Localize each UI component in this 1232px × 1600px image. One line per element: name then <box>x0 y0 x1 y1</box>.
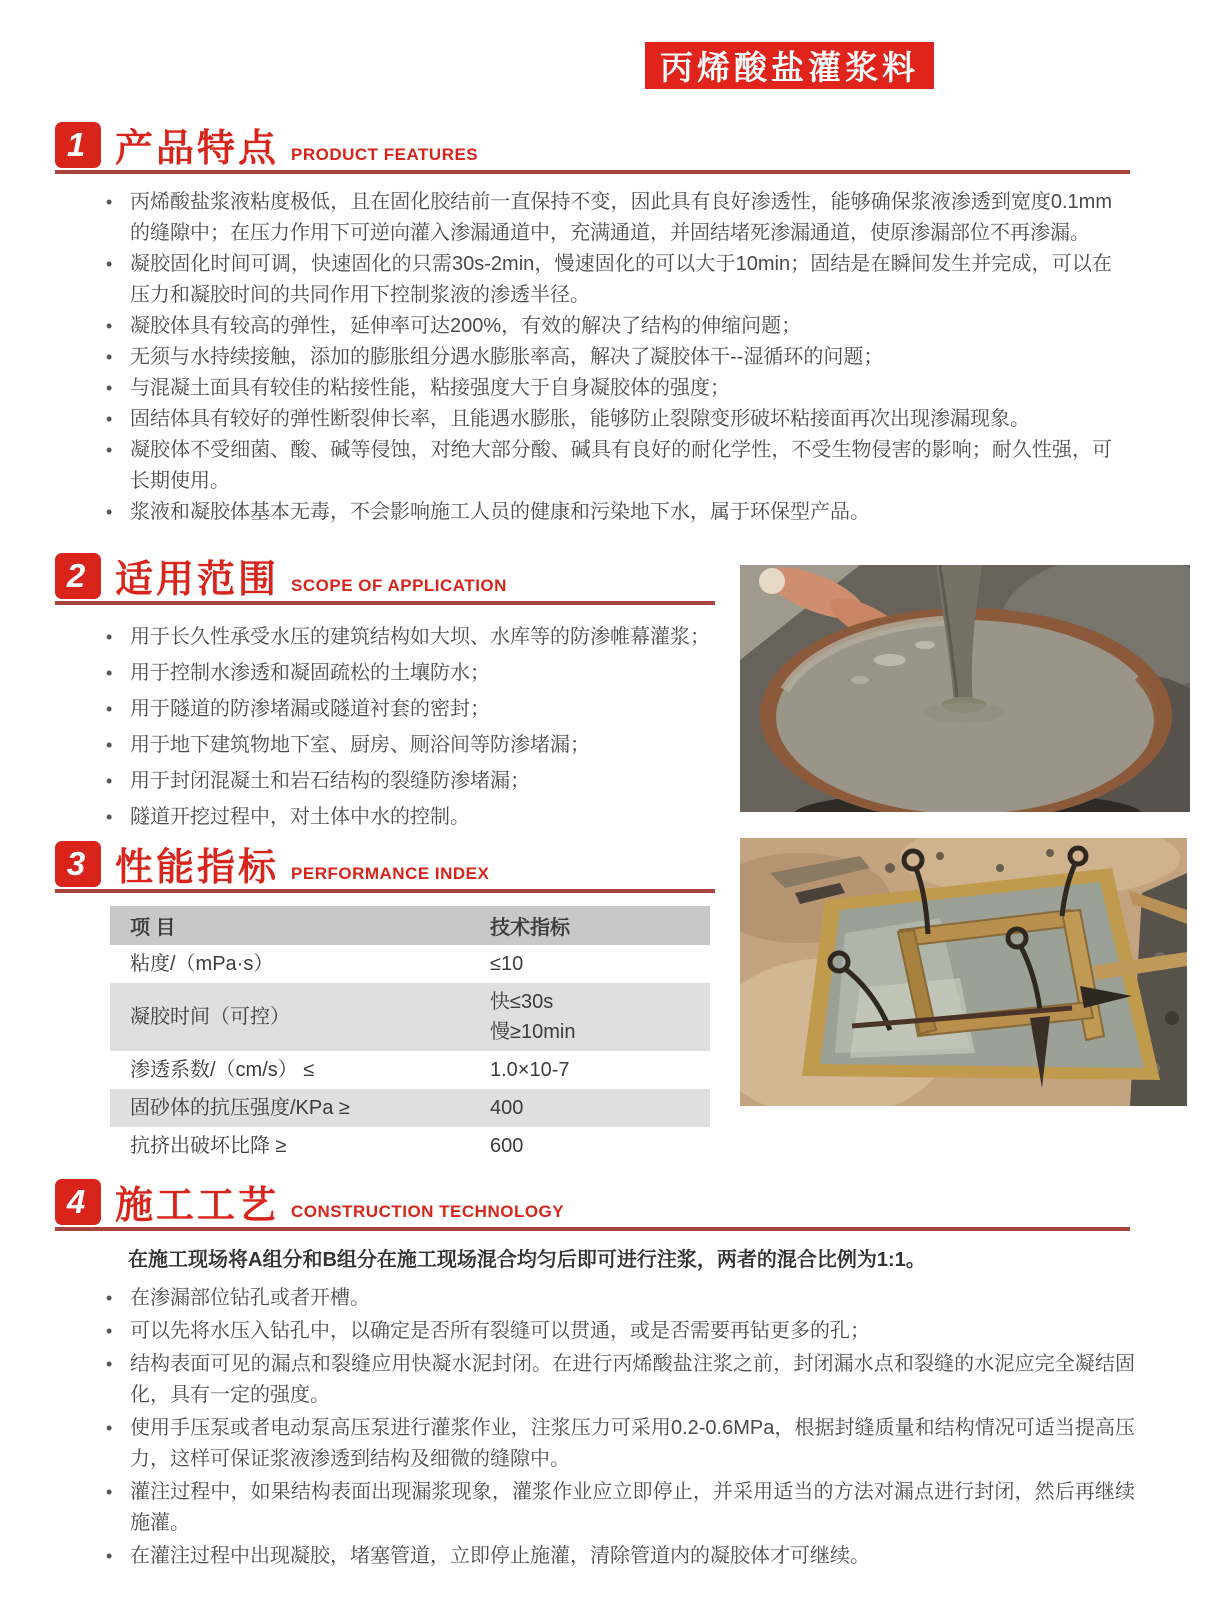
table-cell-value: 1.0×10-7 <box>490 1059 570 1081</box>
table-cell-value: 400 <box>490 1097 524 1119</box>
section-4-header <box>55 1179 1130 1231</box>
list-item: • 用于隧道的防渗堵漏或隧道衬套的密封； <box>100 694 728 725</box>
table-row <box>110 1051 710 1089</box>
value-line: 快≤30s <box>490 991 554 1013</box>
section-1-number-badge: 1 <box>55 122 101 168</box>
section-3-number-badge: 3 <box>55 841 101 887</box>
section-2-number-badge: 2 <box>55 553 101 599</box>
formwork-grouting-photo <box>740 838 1187 1106</box>
section-3-subtitle: PERFORMANCE INDEX <box>291 864 490 883</box>
table-cell-value <box>470 983 710 1051</box>
section-2-subtitle: SCOPE OF APPLICATION <box>291 576 507 595</box>
table-cell-value: ≤10 <box>490 953 524 975</box>
list-item: • 结构表面可见的漏点和裂缝应用快凝水泥封闭。在进行丙烯酸盐注浆之前，封闭漏水点和裂缝的水泥应完全凝结固化，具有一定的强度。 <box>100 1349 1135 1411</box>
grout-mixing-photo <box>740 565 1190 812</box>
list-item: • 浆液和凝胶体基本无毒，不会影响施工人员的健康和污染地下水，属于环保型产品。 <box>100 497 1112 528</box>
list-item: • 用于地下建筑物地下室、厨房、厕浴间等防渗堵漏； <box>100 730 728 761</box>
list-item: • 在渗漏部位钻孔或者开槽。 <box>100 1283 1135 1314</box>
table-row <box>110 1127 710 1165</box>
scope-of-application-list <box>100 622 728 838</box>
table-cell-item: 渗透系数/（cm/s） ≤ <box>130 1059 315 1081</box>
list-item: • 可以先将水压入钻孔中，以确定是否所有裂缝可以贯通，或是否需要再钻更多的孔； <box>100 1316 1135 1347</box>
table-row <box>110 945 710 983</box>
table-cell-item: 固砂体的抗压强度/KPa ≥ <box>130 1097 350 1119</box>
list-item: • 凝胶体具有较高的弹性，延伸率可达200%，有效的解决了结构的伸缩问题； <box>100 311 1112 342</box>
product-features-list <box>100 187 1112 528</box>
list-item: • 灌注过程中，如果结构表面出现漏浆现象，灌浆作业应立即停止，并采用适当的方法对漏点进行封闭，然后再继续施灌。 <box>100 1477 1135 1539</box>
list-item: • 凝胶体不受细菌、酸、碱等侵蚀，对绝大部分酸、碱具有良好的耐化学性，不受生物侵害的影响；耐久性强，可长期使用。 <box>100 435 1112 497</box>
table-header-item: 项 目 <box>110 906 470 945</box>
construction-intro: 在施工现场将A组分和B组分在施工现场混合均匀后即可进行注浆，两者的混合比例为1:1。 <box>128 1249 926 1271</box>
list-item: • 与混凝土面具有较佳的粘接性能，粘接强度大于自身凝胶体的强度； <box>100 373 1112 404</box>
list-item: • 固结体具有较好的弹性断裂伸长率，且能遇水膨胀，能够防止裂隙变形破坏粘接面再次出现渗漏现象。 <box>100 404 1112 435</box>
list-item: • 用于封闭混凝土和岩石结构的裂缝防渗堵漏； <box>100 766 728 797</box>
table-cell-item: 粘度/（mPa·s） <box>130 953 274 975</box>
section-3-title: 性能指标 <box>115 847 280 889</box>
table-header-spec: 技术指标 <box>470 906 710 945</box>
formwork-grouting-photo-art <box>740 838 1187 1106</box>
list-item: • 丙烯酸盐浆液粘度极低，且在固化胶结前一直保持不变，因此具有良好渗透性，能够确保浆液渗透到宽度0.1mm的缝隙中；在压力作用下可逆向灌入渗漏通道中，充满通道，并固结堵死渗漏通道，使原渗漏部位不再渗漏。 <box>100 187 1112 249</box>
grout-mixing-photo-art <box>740 565 1190 812</box>
section-4-title: 施工工艺 <box>115 1185 280 1227</box>
section-2-title: 适用范围 <box>115 559 280 601</box>
construction-steps-list <box>100 1283 1135 1574</box>
performance-table <box>110 906 710 1165</box>
product-title-banner: 丙烯酸盐灌浆料 <box>645 42 934 89</box>
section-4-subtitle: CONSTRUCTION TECHNOLOGY <box>291 1202 565 1221</box>
table-cell-item: 抗挤出破坏比降 ≥ <box>130 1135 287 1157</box>
list-item: • 用于控制水渗透和凝固疏松的土壤防水； <box>100 658 728 689</box>
section-1-header <box>55 122 1130 174</box>
list-item: • 隧道开挖过程中，对土体中水的控制。 <box>100 802 728 833</box>
list-item: • 使用手压泵或者电动泵高压泵进行灌浆作业，注浆压力可采用0.2-0.6MPa，根据封缝质量和结构情况可适当提高压力，这样可保证浆液渗透到结构及细微的缝隙中。 <box>100 1413 1135 1475</box>
section-2-header <box>55 553 715 605</box>
table-cell-item: 凝胶时间（可控） <box>130 1006 290 1028</box>
list-item: • 在灌注过程中出现凝胶，堵塞管道，立即停止施灌，清除管道内的凝胶体才可继续。 <box>100 1541 1135 1572</box>
section-4-number-badge: 4 <box>55 1179 101 1225</box>
list-item: • 用于长久性承受水压的建筑结构如大坝、水库等的防渗帷幕灌浆； <box>100 622 728 653</box>
list-item: • 无须与水持续接触，添加的膨胀组分遇水膨胀率高，解决了凝胶体干--湿循环的问题； <box>100 342 1112 373</box>
table-row <box>110 1089 710 1127</box>
table-cell-value: 600 <box>490 1135 524 1157</box>
table-header-row <box>110 906 710 945</box>
section-3-header <box>55 841 715 893</box>
list-item: • 凝胶固化时间可调，快速固化的只需30s-2min，慢速固化的可以大于10min；固结是在瞬间发生并完成，可以在压力和凝胶时间的共同作用下控制浆液的渗透半径。 <box>100 249 1112 311</box>
table-row <box>110 983 710 1051</box>
section-1-subtitle: PRODUCT FEATURES <box>291 145 479 164</box>
value-line: 慢≥10min <box>490 1021 576 1043</box>
section-1-title: 产品特点 <box>115 128 280 170</box>
